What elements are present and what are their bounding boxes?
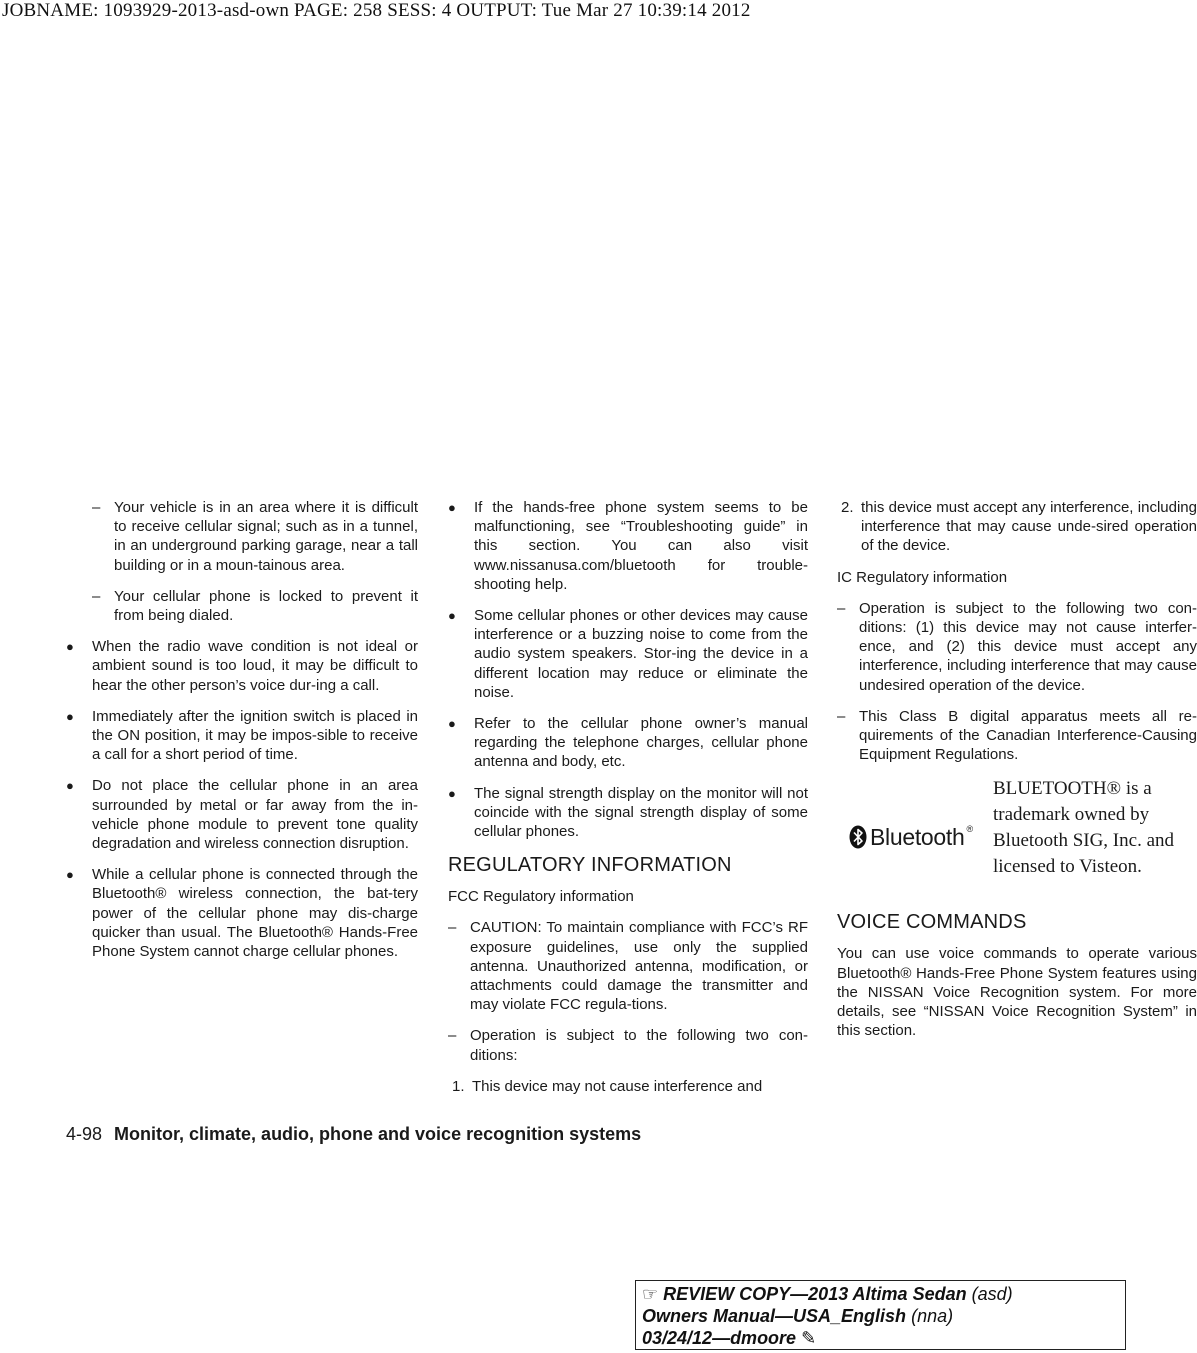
list-item: [66, 637, 418, 695]
bullet-icon: ●: [448, 785, 456, 801]
bluetooth-trademark-block: [837, 776, 1197, 900]
dash-marker: –: [92, 587, 101, 605]
bullet-icon: ●: [66, 867, 74, 883]
list-text: Your vehicle is in an area where it is difficult to receive cellular signal; such as in a tunnel, in an underground parking garage, near a tall building or in a moun-tainous area.: [114, 499, 418, 574]
list-item: [66, 865, 418, 961]
page-number: 4-98: [66, 1124, 103, 1144]
dash-marker: –: [837, 707, 846, 725]
bullet-icon: ●: [66, 708, 74, 724]
column-3: [837, 498, 1197, 1052]
list-item: [92, 498, 418, 575]
list-item: [448, 784, 808, 842]
review-date-author: 03/24/12—dmoore: [642, 1328, 797, 1348]
review-model-code: (asd): [971, 1284, 1013, 1304]
list-text: Your cellular phone is locked to prevent it from being dialed.: [114, 587, 418, 625]
list-item: [837, 599, 1197, 695]
list-item: [66, 707, 418, 765]
review-title: REVIEW COPY—2013 Altima Sedan: [663, 1284, 967, 1304]
bullet-icon: ●: [66, 639, 74, 655]
bluetooth-logo: [849, 824, 973, 850]
list-text: When the radio wave condition is not ideal or ambient sound is too loud, it may be difficult to hear the other person’s voice dur-ing a call.: [92, 638, 418, 694]
review-line-2: [642, 1305, 1119, 1327]
column-1: [66, 498, 418, 973]
review-language-code: (nna): [911, 1306, 954, 1326]
registered-mark: ®: [966, 823, 974, 834]
list-item: [66, 776, 418, 853]
list-text: If the hands-free phone system seems to be malfunctioning, see “Troubleshooting guide” in this section. You can also visit www.nissanusa.com/bluetooth for trouble-shooting help.: [474, 499, 808, 593]
voice-commands-paragraph: You can use voice commands to operate various Bluetooth® Hands-Free Phone System features using the NISSAN Voice Recognition system. For more details, see “NISSAN Voice Recognition System” in this section.: [837, 945, 1197, 1040]
job-header: JOBNAME: 1093929-2013-asd-own PAGE: 258 SESS: 4 OUTPUT: Tue Mar 27 10:39:14 2012: [2, 0, 751, 21]
bullet-icon: ●: [66, 778, 74, 794]
numbered-item: [837, 498, 1197, 556]
list-text: While a cellular phone is connected through the Bluetooth® wireless connection, the bat-tery power of the cellular phone may dis-charge quicker than usual. The Bluetooth® Hands-Free Phone System cannot charge cellular phones.: [92, 866, 418, 961]
bluetooth-rune-icon: [849, 825, 867, 849]
section-heading-voice: VOICE COMMANDS: [837, 911, 1027, 934]
list-text: CAUTION: To maintain compliance with FCC’s RF exposure guidelines, use only the supplied antenna. Unauthorized antenna, modification, or attachments could damage the transmitter and may violate FCC regula-tions.: [470, 919, 808, 1014]
review-copy-stamp: [635, 1280, 1126, 1350]
pointing-hand-icon: ☞: [642, 1284, 659, 1304]
list-text: This device may not cause interference and: [472, 1077, 763, 1095]
list-text: Do not place the cellular phone in an area surrounded by metal or far away from the in-vehicle phone module to prevent tone quality degradation and wireless connection disruption.: [92, 777, 418, 853]
list-item: [448, 918, 808, 1014]
bullet-icon: ●: [448, 716, 456, 732]
list-text: This Class B digital apparatus meets all re-quirements of the Canadian Interference-Causing Equipment Regulations.: [859, 707, 1197, 764]
bluetooth-wordmark: Bluetooth: [870, 824, 965, 851]
review-line-1: [642, 1283, 1119, 1305]
list-item: [448, 498, 808, 594]
pencil-icon: ✎: [801, 1328, 817, 1348]
dash-marker: –: [448, 919, 457, 937]
review-line-3: [642, 1327, 1119, 1349]
bullet-icon: ●: [448, 608, 456, 624]
list-text: Immediately after the ignition switch is placed in the ON position, it may be impos-sible to receive a call for a short period of time.: [92, 707, 418, 764]
numbered-item: [448, 1077, 808, 1096]
list-item: [448, 1026, 808, 1064]
item-number: 1.: [452, 1077, 465, 1095]
footer-section-title: Monitor, climate, audio, phone and voice recognition systems: [114, 1124, 642, 1144]
list-text: Operation is subject to the following two con-ditions: (1) this device may not cause interfer-ence, and (2) this device must accept any interference, including interference that may cause undesired operation of the device.: [859, 599, 1197, 694]
fcc-subheading: FCC Regulatory information: [448, 888, 634, 906]
dash-marker: –: [448, 1027, 457, 1045]
column-2: [448, 498, 808, 1108]
ic-subheading: IC Regulatory information: [837, 568, 1008, 586]
list-text: this device must accept any interference, including interference that may cause unde-sired operation of the device.: [861, 499, 1197, 555]
trademark-notice: BLUETOOTH® is a trademark owned by Bluetooth SIG, Inc. and licensed to Visteon.: [993, 778, 1175, 878]
list-item: [837, 707, 1197, 765]
page-footer: [66, 1124, 641, 1145]
list-item: [448, 714, 808, 772]
dash-marker: –: [92, 499, 101, 516]
review-manual: Owners Manual—USA_English: [642, 1306, 907, 1326]
section-heading-regulatory: REGULATORY INFORMATION: [448, 854, 732, 877]
list-text: Operation is subject to the following two con-ditions:: [470, 1027, 808, 1064]
list-item: [448, 606, 808, 702]
item-number: 2.: [841, 499, 854, 516]
dash-marker: –: [837, 599, 846, 617]
list-text: Refer to the cellular phone owner’s manual regarding the telephone charges, cellular phone antenna and body, etc.: [474, 715, 808, 771]
bullet-icon: ●: [448, 500, 456, 515]
list-text: Some cellular phones or other devices may cause interference or a buzzing noise to come from the audio system speakers. Stor-ing the device in a different location may reduce or eliminate the noise.: [474, 607, 808, 701]
list-item: [92, 587, 418, 625]
list-text: The signal strength display on the monitor will not coincide with the signal strength display of some cellular phones.: [474, 784, 808, 841]
